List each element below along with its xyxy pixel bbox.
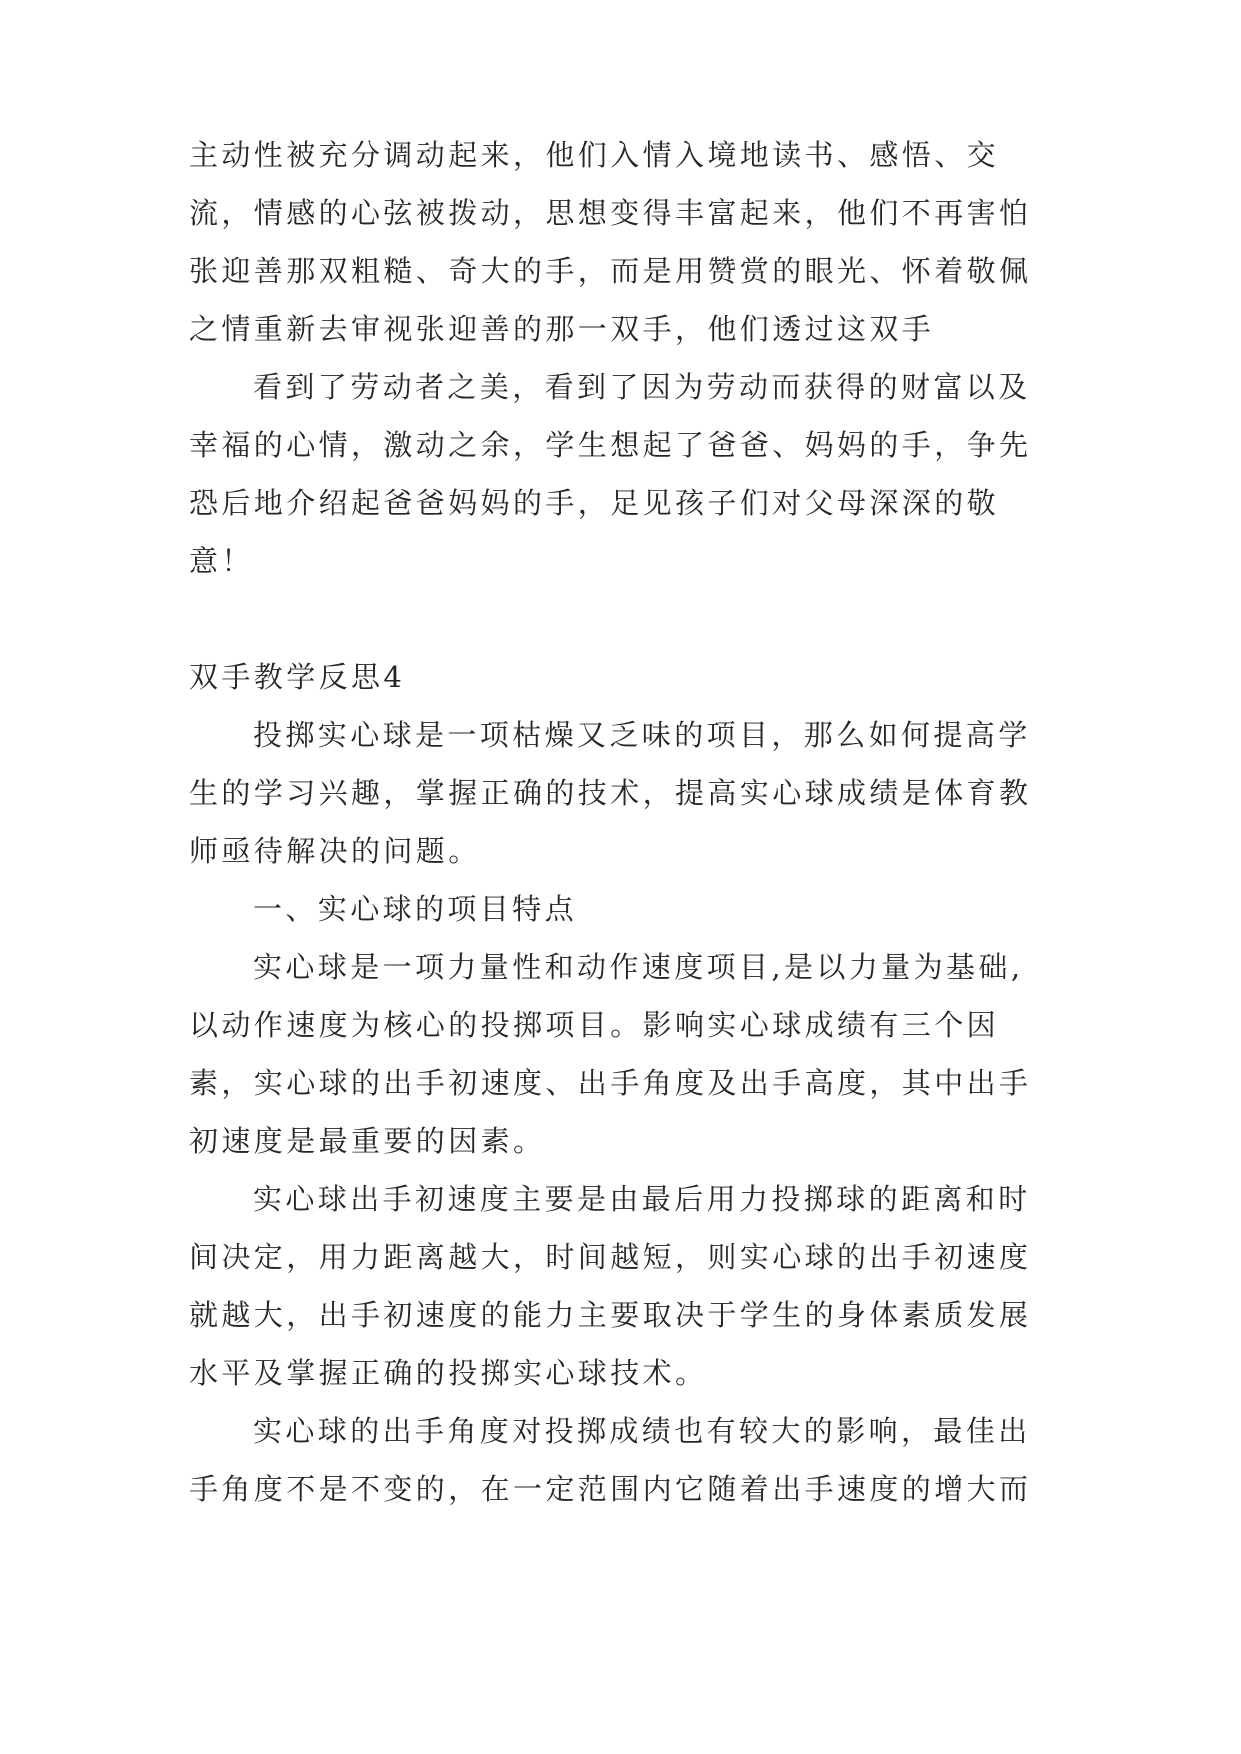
section-title: 双手教学反思4 bbox=[189, 660, 406, 694]
paragraph: 投掷实心球是一项枯燥又乏味的项目，那么如何提高学生的学习兴趣，掌握正确的技术，提高实心球成绩是体育教师亟待解决的问题。 bbox=[189, 718, 1032, 868]
paragraph: 实心球是一项力量性和动作速度项目,是以力量为基础,以动作速度为核心的投掷项目。影响实心球成绩有三个因素，实心球的出手初速度、出手角度及出手高度，其中出手初速度是最重要的因素。 bbox=[189, 950, 1032, 1158]
paragraph: 实心球的出手角度对投掷成绩也有较大的影响，最佳出手角度不是不变的，在一定范围内它随着出手速度的增大而 bbox=[189, 1414, 1032, 1506]
section-spacer bbox=[189, 590, 1055, 648]
paragraph-continued: 主动性被充分调动起来，他们入情入境地读书、感悟、交流，情感的心弦被拨动，思想变得丰富起来，他们不再害怕张迎善那双粗糙、奇大的手，而是用赞赏的眼光、怀着敬佩之情重新去审视张迎善的那一双手，他们透过这双手 bbox=[189, 138, 1032, 346]
paragraph: 实心球出手初速度主要是由最后用力投掷球的距离和时间决定，用力距离越大，时间越短，则实心球的出手初速度就越大，出手初速度的能力主要取决于学生的身体素质发展水平及掌握正确的投掷实心球技术。 bbox=[189, 1182, 1032, 1390]
document-body bbox=[189, 126, 1055, 1518]
subheading: 一、实心球的项目特点 bbox=[253, 892, 578, 926]
paragraph: 看到了劳动者之美，看到了因为劳动而获得的财富以及幸福的心情，激动之余，学生想起了爸爸、妈妈的手，争先恐后地介绍起爸爸妈妈的手，足见孩子们对父母深深的敬意！ bbox=[189, 370, 1032, 578]
